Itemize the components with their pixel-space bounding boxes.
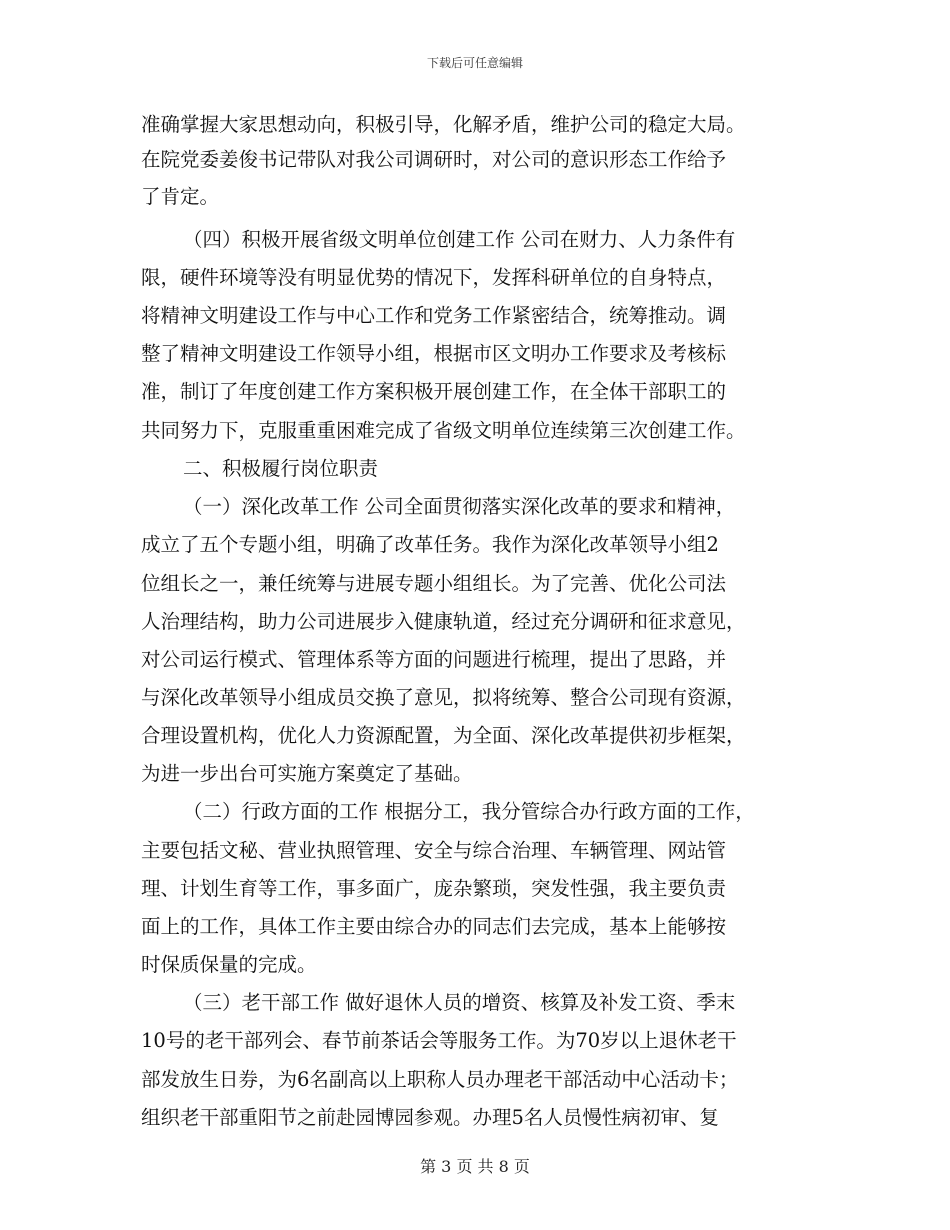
text-line: 限，硬件环境等没有明显优势的情况下，发挥科研单位的自身特点， <box>141 266 727 289</box>
text-line: 人治理结构，助力公司进展步入健康轨道，经过充分调研和征求意见， <box>141 610 746 633</box>
text-line: 时保质保量的完成。 <box>141 953 317 976</box>
text-line: （四）积极开展省级文明单位创建工作 公司在财力、人力条件有 <box>183 228 736 251</box>
text-line: 准确掌握大家思想动向，积极引导，化解矛盾，维护公司的稳定大局。 <box>141 113 746 136</box>
text-line: 面上的工作，具体工作主要由综合办的同志们去完成，基本上能够按 <box>141 915 727 938</box>
page-header: 下载后可任意编辑 <box>426 56 523 70</box>
text-line: 了肯定。 <box>141 185 220 208</box>
text-line: 合理设置机构，优化人力资源配置，为全面、深化改革提供初步框架， <box>141 724 746 747</box>
body-text <box>0 112 950 1129</box>
text-line: 主要包括文秘、营业执照管理、安全与综合治理、车辆管理、网站管 <box>141 839 727 862</box>
text-line: 在院党委姜俊书记带队对我公司调研时，对公司的意识形态工作给予 <box>141 148 727 171</box>
text-line: 与深化改革领导小组成员交换了意见，拟将统筹、整合公司现有资源， <box>141 686 746 709</box>
text-line: 整了精神文明建设工作领导小组，根据市区文明办工作要求及考核标 <box>141 342 727 365</box>
text-line: 成立了五个专题小组，明确了改革任务。我作为深化改革领导小组2 <box>141 533 719 556</box>
text-line: 组织老干部重阳节之前赴园博园参观。办理5名人员慢性病初审、复 <box>141 1106 719 1129</box>
text-line: 部发放生日券，为6名副高以上职称人员办理老干部活动中心活动卡； <box>141 1068 739 1091</box>
text-line: 将精神文明建设工作与中心工作和党务工作紧密结合，统筹推动。调 <box>141 304 727 327</box>
section-heading: 二、积极履行岗位职责 <box>183 457 379 480</box>
text-line: （三）老干部工作 做好退休人员的增资、核算及补发工资、季末 <box>183 991 736 1014</box>
text-line: 理、计划生育等工作，事多面广，庞杂繁琐，突发性强，我主要负责 <box>141 877 727 900</box>
text-line: 对公司运行模式、管理体系等方面的问题进行梳理，提出了思路，并 <box>141 648 727 671</box>
page-number: 第 3 页 共 8 页 <box>420 1157 530 1176</box>
text-line: 准，制订了年度创建工作方案积极开展创建工作，在全体干部职工的 <box>141 380 727 403</box>
text-line: 10号的老干部列会、春节前茶话会等服务工作。为70岁以上退休老干 <box>141 1029 737 1052</box>
text-line: 位组长之一，兼任统筹与进展专题小组组长。为了完善、优化公司法 <box>141 572 727 595</box>
text-line: 为进一步出台可实施方案奠定了基础。 <box>141 762 473 785</box>
text-line: （二）行政方面的工作 根据分工，我分管综合办行政方面的工作， <box>183 800 755 823</box>
text-line: （一）深化改革工作 公司全面贯彻落实深化改革的要求和精神， <box>183 495 736 518</box>
text-line: 共同努力下，克服重重困难完成了省级文明单位连续第三次创建工作。 <box>141 419 746 442</box>
